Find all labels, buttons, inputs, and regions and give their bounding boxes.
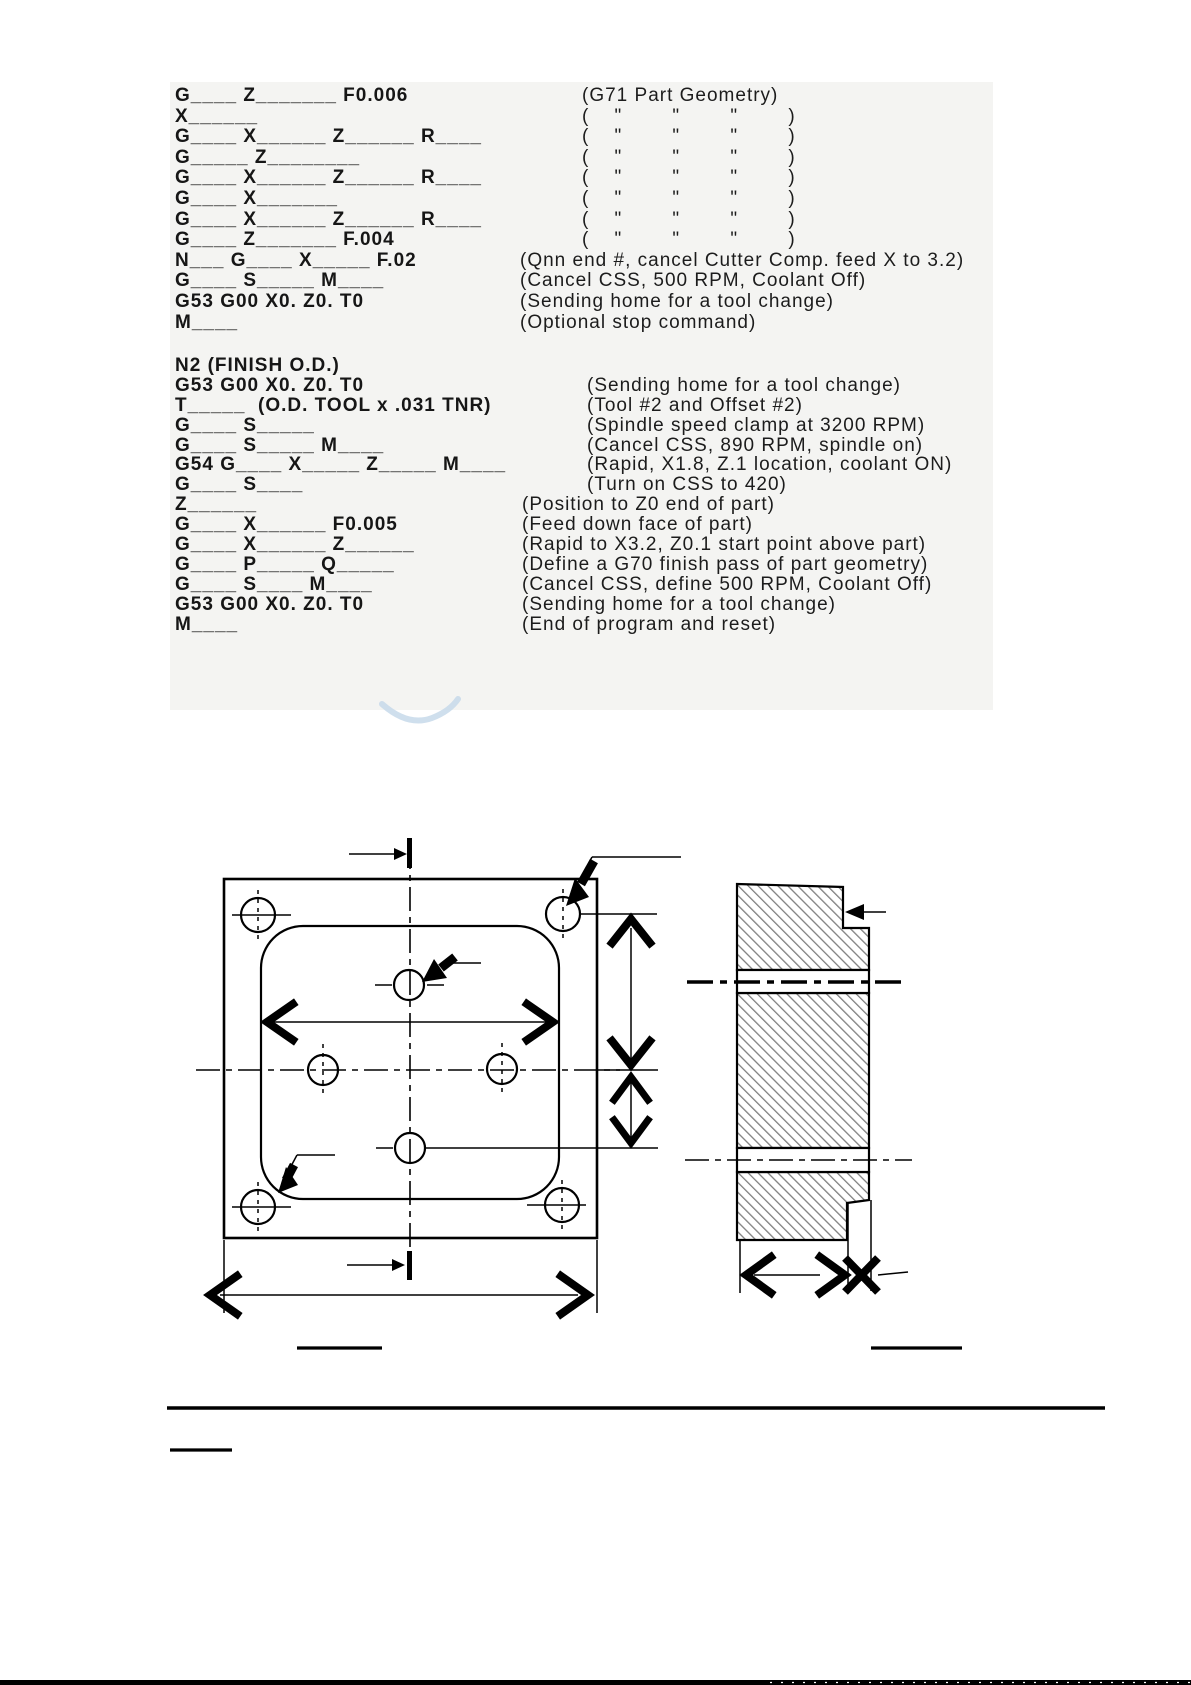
dimension-top-to-centerline	[349, 838, 412, 868]
program-line-comment: (Tool #2 and Offset #2)	[587, 394, 803, 416]
program-line-code: M____	[175, 613, 239, 635]
program-line-code: G____ Z_______ F.004	[175, 229, 395, 251]
program-line-comment: (Position to Z0 end of part)	[522, 494, 775, 516]
section-body-lower	[737, 1172, 869, 1240]
program-line-comment: ( " " " )	[582, 167, 796, 189]
program-line-code: N___ G____ X_____ F.02	[175, 249, 417, 271]
program-line-code: G53 G00 X0. Z0. T0	[175, 593, 365, 615]
program-line-code: G54 G____ X_____ Z_____ M____	[175, 454, 507, 476]
program-line-code: G____ X______ Z______	[175, 534, 415, 556]
dimension-bottom-to-centerline	[347, 1251, 412, 1280]
program-line-comment: (Cancel CSS, 500 RPM, Coolant Off)	[520, 270, 867, 292]
section-body-middle	[737, 993, 869, 1148]
program-line-comment: (End of program and reset)	[522, 613, 777, 635]
program-line-comment: (Cancel CSS, 890 RPM, spindle on)	[587, 434, 924, 456]
program-line-code: G____ X______ Z______ R____	[175, 126, 482, 148]
program-line-code: G_____ Z________	[175, 146, 361, 168]
program-line-code: G____ X_______	[175, 187, 338, 209]
leader-corner-hole	[566, 857, 681, 906]
program-line-comment: ( " " " )	[582, 105, 796, 127]
program-line-comment: (Sending home for a tool change)	[522, 593, 837, 615]
program-line-code: G53 G00 X0. Z0. T0	[175, 374, 365, 396]
program-line-comment: (Sending home for a tool change)	[587, 374, 902, 396]
program-line-code: G53 G00 X0. Z0. T0	[175, 290, 365, 312]
program-line-comment: (G71 Part Geometry)	[582, 85, 779, 106]
program-line-comment: (Feed down face of part)	[522, 514, 753, 536]
program-line-comment: (Sending home for a tool change)	[520, 290, 835, 312]
dimension-overall-width	[210, 1240, 597, 1314]
section-header: N2 (FINISH O.D.)	[175, 355, 340, 376]
program-line-comment: ( " " " )	[582, 126, 796, 148]
leader-chamfer-arrow	[845, 904, 886, 920]
program-line-code: G____ P_____ Q_____	[175, 553, 395, 575]
leader-center-hole	[422, 957, 481, 982]
program-line-comment: (Define a G70 finish pass of part geometry)	[522, 553, 929, 575]
program-line-code: X______	[175, 105, 259, 127]
program-line-comment: (Turn on CSS to 420)	[587, 474, 787, 496]
program-line-code: G____ S_____ M____	[175, 434, 385, 456]
program-line-code: G____ S____	[175, 474, 304, 496]
program-line-code: G____ X______ Z______ R____	[175, 167, 482, 189]
section-body-upper	[737, 884, 869, 970]
program-line-code: G____ X______ F0.005	[175, 514, 398, 536]
front-view	[196, 838, 681, 1314]
program-line-comment: ( " " " )	[582, 187, 796, 209]
program-line-comment: (Cancel CSS, define 500 RPM, Coolant Off)	[522, 573, 933, 595]
program-line-comment: (Rapid, X1.8, Z.1 location, coolant ON)	[587, 454, 953, 476]
program-line-comment: ( " " " )	[582, 208, 796, 230]
program-line-comment: (Qnn end #, cancel Cutter Comp. feed X to 3.2)	[520, 249, 965, 271]
program-line-comment: ( " " " )	[582, 146, 796, 168]
watermark-swoosh	[382, 699, 458, 721]
program-line-comment: (Spindle speed clamp at 3200 RPM)	[587, 414, 926, 436]
program-line-code: Z______	[175, 494, 258, 516]
leader-pocket-radius	[278, 1155, 335, 1193]
program-line-code: M____	[175, 311, 239, 333]
program-line-code: G____ S_____ M____	[175, 270, 385, 292]
program-line-comment: ( " " " )	[582, 229, 796, 251]
program-line-code: G____ S_____	[175, 414, 315, 436]
program-line-comment: (Rapid to X3.2, Z0.1 start point above part)	[522, 534, 927, 556]
section-view	[685, 884, 912, 1293]
program-line-comment: (Optional stop command)	[520, 311, 757, 333]
program-line-code: G____ X______ Z______ R____	[175, 208, 482, 230]
program-line-code: T_____ (O.D. TOOL x .031 TNR)	[175, 394, 492, 416]
program-line-code: G____ S____ M____	[175, 573, 373, 595]
program-line-code: G____ Z_______ F0.006	[175, 85, 409, 106]
center-hole-top	[394, 970, 424, 1000]
